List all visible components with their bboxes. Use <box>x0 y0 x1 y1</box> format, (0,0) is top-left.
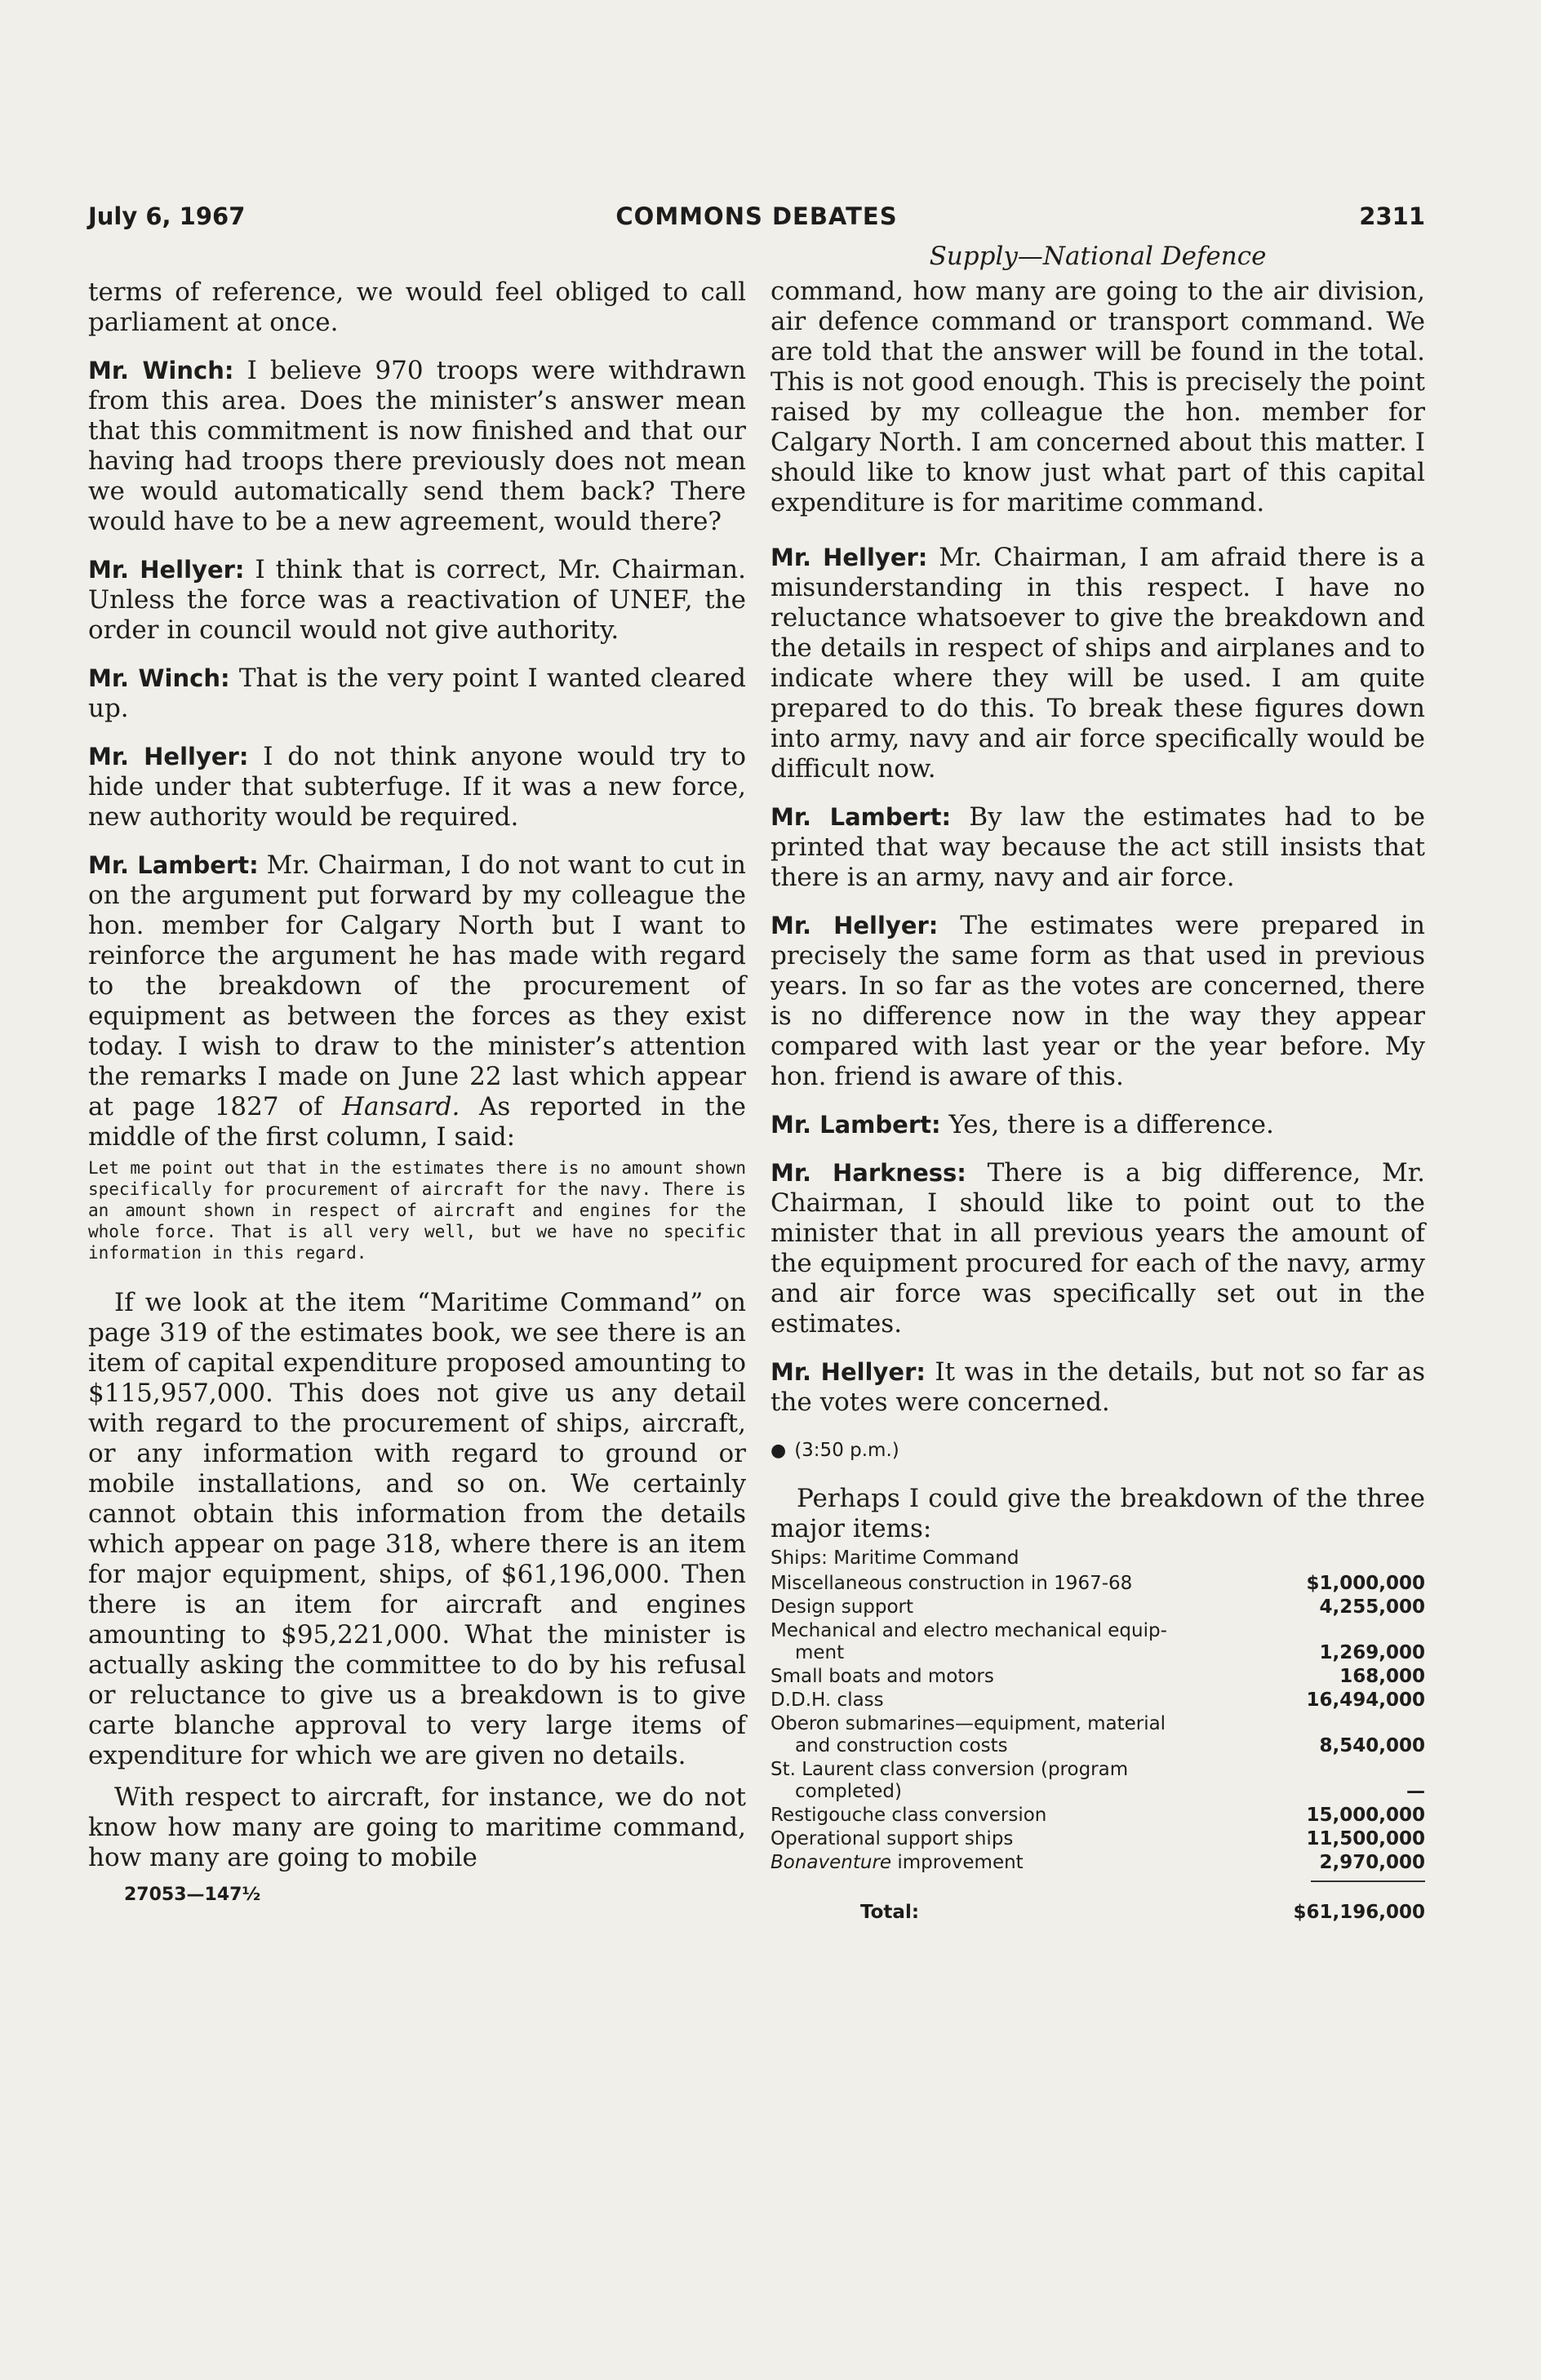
table-row <box>770 1805 1425 1827</box>
speaker-name: Mr. Hellyer: <box>770 1358 926 1386</box>
speech-text: It was in the details, but not so far as the votes were concerned. <box>770 1357 1425 1417</box>
hansard-reference: Hansard. <box>342 1092 460 1121</box>
paragraph <box>88 555 746 646</box>
table-row <box>770 1759 1425 1803</box>
table-row <box>770 1852 1425 1874</box>
paragraph <box>770 802 1425 893</box>
row-amount: 4,255,000 <box>1319 1596 1425 1618</box>
timestamp <box>770 1436 1425 1466</box>
speaker-name: Mr. Hellyer: <box>770 912 939 939</box>
row-label: Bonaventure improvement <box>770 1852 1024 1873</box>
header-date: July 6, 1967 <box>88 202 246 230</box>
paragraph: If we look at the item “Maritime Command” on page 319 of the estimates book, we see there is an item of capital expenditure proposed amounting to $115,957,000. This does not give us any detail with regard to the procurement of ships, aircraft, or any information with regard to ground or mobile installations, and so on. We certainly cannot obtain this information from the details which appear on page 318, where there is an item for major equipment, ships, of $61,196,000. Then there is an item for aircraft and engines amounting to $95,221,000. What the minister is actually asking the committee to do by his refusal or reluctance to give us a breakdown is to give carte blanche approval to very large items of expenditure for which we are given no details. <box>88 1288 746 1770</box>
speech-text: That is the very point I wanted cleared up. <box>88 664 746 723</box>
speech-text: Mr. Chairman, I do not want to cut in on the argument put forward by my colleague the hon. member for Calgary North but I want to reinforce the argument he has made with regard to the breakdown of the procurement of equipment as between the forces as they exist today. I wish to draw to the minister’s attention the remarks I made on June 22 last which appear at page 1827 of <box>88 850 746 1121</box>
speech-text: The estimates were prepared in precisely the same form as that used in previous years. In so far as the votes are concerned, there is no difference now in the way they appear compared with last year or the year before. My hon. friend is aware of this. <box>770 911 1425 1091</box>
speech-text: Yes, there is a difference. <box>948 1110 1274 1139</box>
paragraph <box>770 1357 1425 1418</box>
row-amount: 16,494,000 <box>1306 1690 1425 1711</box>
row-amount: $1,000,000 <box>1306 1573 1425 1594</box>
row-label: D.D.H. class <box>770 1690 884 1711</box>
table-row <box>770 1573 1425 1595</box>
paragraph: command, how many are going to the air division, air defence command or transport command. We are told that the answer will be found in the total. This is not good enough. This is precisely the point raised by my colleague the hon. member for Calgary North. I am concerned about this matter. I should like to know just what part of this capital expenditure is for maritime command. <box>770 277 1425 517</box>
header-title: COMMONS DEBATES <box>615 202 898 230</box>
paragraph <box>88 742 746 833</box>
paragraph <box>770 1110 1425 1140</box>
speaker-name: Mr. Lambert: <box>88 851 259 879</box>
bullet-icon: ● <box>770 1441 787 1461</box>
row-label: Design support <box>770 1596 914 1618</box>
right-column <box>770 242 1425 1925</box>
row-amount: 8,540,000 <box>1319 1735 1425 1756</box>
row-amount: 168,000 <box>1339 1666 1425 1687</box>
table-row <box>770 1828 1425 1850</box>
left-column <box>88 278 746 1910</box>
table-row <box>770 1596 1425 1618</box>
speech-text: There is a big difference, Mr. Chairman, I should like to point out to the minister that in all previous years the amount of the equipment procured for each of the navy, army and air force was specifically set out in the estimates. <box>770 1158 1426 1339</box>
table-total-row <box>770 1902 1425 1924</box>
speech-text: As reported in the middle of the first column, I said: <box>88 1092 747 1152</box>
row-label: Oberon submarines—equipment, material and construction costs <box>770 1713 1166 1756</box>
table-row <box>770 1666 1425 1688</box>
section-heading: Supply—National Defence <box>929 242 1267 271</box>
row-amount: 1,269,000 <box>1319 1642 1425 1663</box>
speech-text: By law the estimates had to be printed that way because the act still insists that there is an army, navy and air force. <box>770 802 1426 892</box>
page-header <box>88 202 1425 240</box>
speaker-name: Mr. Lambert: <box>770 803 952 831</box>
speech-text: I believe 970 troops were withdrawn from this area. Does the minister’s answer mean that this commitment is now finished and that our having had troops there previously does not mean we would automatically send them back? There would have to be a new agreement, would there? <box>88 356 746 536</box>
row-label: Miscellaneous construction in 1967-68 <box>770 1573 1133 1594</box>
speech-text: I do not think anyone would try to hide under that subterfuge. If it was a new force, new authority would be required. <box>88 742 746 832</box>
total-rule <box>1311 1880 1425 1882</box>
header-page-number: 2311 <box>1359 202 1425 230</box>
paragraph <box>770 543 1425 784</box>
row-amount: 11,500,000 <box>1306 1828 1425 1849</box>
paragraph: Perhaps I could give the breakdown of the three major items: <box>770 1484 1425 1543</box>
row-amount: — <box>1406 1781 1425 1802</box>
block-quote: Let me point out that in the estimates there is no amount shown specifically for procurement of aircraft for the navy. There is an amount shown in respect of aircraft and engines for the whole force. That is all very well, but we have no specific information in this regard. <box>88 1158 746 1263</box>
speaker-name: Mr. Lambert: <box>770 1111 941 1139</box>
speaker-name: Mr. Winch: <box>88 664 230 692</box>
paragraph <box>770 911 1425 1092</box>
timestamp-text: (3:50 p.m.) <box>794 1440 899 1461</box>
row-amount: 2,970,000 <box>1319 1852 1425 1873</box>
row-label: Mechanical and electro mechanical equip- ment <box>770 1620 1167 1663</box>
table-row <box>770 1690 1425 1712</box>
paragraph <box>88 664 746 724</box>
table-row <box>770 1713 1425 1757</box>
paragraph <box>88 356 746 537</box>
row-label: Operational support ships <box>770 1828 1014 1849</box>
row-amount: 15,000,000 <box>1306 1805 1425 1826</box>
footer-code: 27053—147½ <box>124 1885 261 1905</box>
paragraph <box>770 1158 1425 1339</box>
speaker-name: Mr. Harkness: <box>770 1159 966 1187</box>
paragraph: With respect to aircraft, for instance, we do not know how many are going to maritime command, how many are going to mobile <box>88 1783 746 1872</box>
speech-text: I think that is correct, Mr. Chairman. Unless the force was a reactivation of UNEF, the order in council would not give authority. <box>88 555 746 645</box>
expenditure-table <box>770 1547 1425 1924</box>
row-label: Small boats and motors <box>770 1666 994 1687</box>
paragraph: terms of reference, we would feel obliged to call parliament at once. <box>88 278 746 337</box>
speaker-name: Mr. Hellyer: <box>88 556 245 584</box>
row-label: St. Laurent class conversion (program completed) <box>770 1759 1129 1802</box>
speaker-name: Mr. Hellyer: <box>770 544 928 571</box>
paragraph <box>88 850 746 1152</box>
table-row <box>770 1620 1425 1664</box>
total-label: Total: <box>860 1902 920 1923</box>
speaker-name: Mr. Winch: <box>88 357 234 384</box>
table-title: Ships: Maritime Command <box>770 1547 1019 1569</box>
row-label: Restigouche class conversion <box>770 1805 1047 1826</box>
speaker-name: Mr. Hellyer: <box>88 743 249 770</box>
speech-text: Mr. Chairman, I am afraid there is a misunderstanding in this respect. I have no reluctance whatsoever to give the breakdown and the details in respect of ships and airplanes and to indicate where they will be used. I am quite prepared to do this. To break these figures down into army, navy and air force specifically would be difficult now. <box>770 543 1425 784</box>
total-amount: $61,196,000 <box>1293 1902 1425 1923</box>
